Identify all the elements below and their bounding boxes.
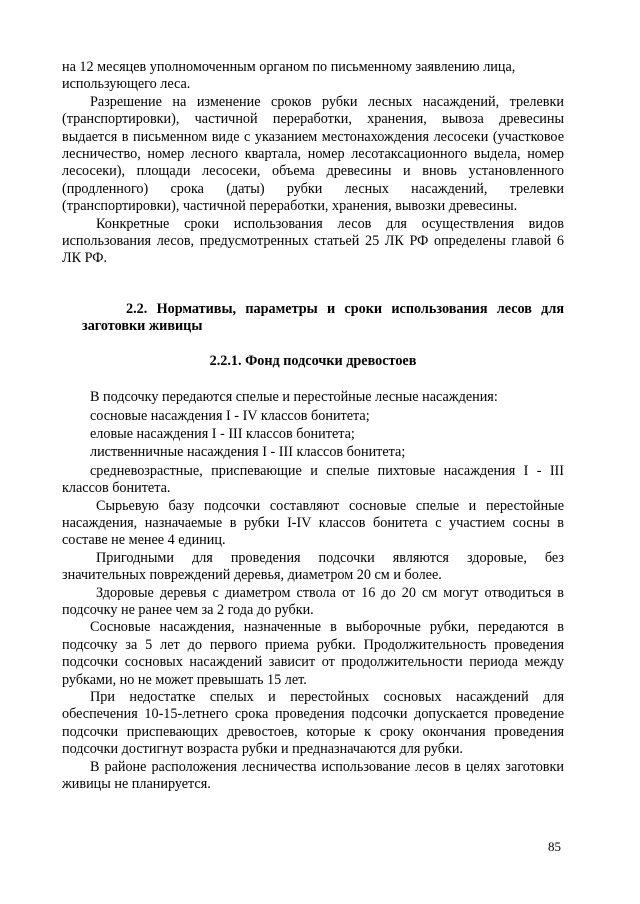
paragraph-specific-terms: Конкретные сроки использования лесов для осуществления видов использования лесов, предусмотренных статьей 25 ЛК РФ определены главой 6 ЛК РФ. bbox=[62, 215, 564, 267]
paragraph-selective-cutting: Сосновые насаждения, назначенные в выборочные рубки, передаются в подсочку за 5 лет до первого приема рубки. Продолжительность проведения подсочки сосновых насаждений зависит от продолжительности периода между рубками, но не может превышать 15 лет. bbox=[62, 619, 564, 688]
list-intro: В подсочку передаются спелые и перестойные лесные насаждения: bbox=[90, 389, 498, 406]
paragraph-shortage: При недостатке спелых и перестойных сосновых насаждений для обеспечения 10-15-летнего срока проведения подсочки допускается проведение подсочки приспевающих древостоев, которые к сроку окончания проведения подсочки достигнут возраста рубки и предназначаются для рубки. bbox=[62, 689, 564, 758]
paragraph-not-planned: В районе расположения лесничества использование лесов в целях заготовки живицы не планируется. bbox=[62, 758, 564, 793]
list-item: лиственничные насаждения I - III классов бонитета; bbox=[90, 444, 406, 461]
page-content bbox=[62, 59, 564, 793]
list-item: средневозрастные, приспевающие и спелые пихтовые насаждения I - III классов бонитета. bbox=[62, 462, 564, 497]
paragraph-permit-change: Разрешение на изменение сроков рубки лесных насаждений, трелевки (транспортировки), частичной переработки, хранения, вывоза древесины выдается в письменном виде с указанием местонахождения лесосеки (участковое лесничество, номер лесного квартала, номер лесотаксационного выдела, номер лесосеки), площади лесосеки, объема древесины и вновь установленного (продленного) срока (даты) рубки лесных насаждений, трелевки (транспортировки), частичной переработки, хранения, вывозки древесины. bbox=[62, 93, 564, 215]
list-item: сосновые насаждения I - IV классов бонитета; bbox=[90, 407, 370, 424]
paragraph-raw-base: Сырьевую базу подсочки составляют сосновые спелые и перестойные насаждения, назначаемые в рубки I-IV классов бонитета с участием сосны в составе не менее 4 единиц. bbox=[62, 497, 564, 549]
paragraph-healthy-trees: Здоровые деревья с диаметром ствола от 16 до 20 см могут отводиться в подсочку не ранее чем за 2 года до рубки. bbox=[62, 584, 564, 618]
subsection-heading: 2.2.1. Фонд подсочки древостоев bbox=[209, 352, 417, 369]
list-item: еловые насаждения I - III классов бонитета; bbox=[90, 425, 355, 442]
section-heading: 2.2. Нормативы, параметры и сроки использования лесов для заготовки живицы bbox=[82, 300, 564, 335]
paragraph-suitable-trees: Пригодными для проведения подсочки являются здоровые, без значительных повреждений деревья, диаметром 20 см и более. bbox=[62, 549, 564, 584]
page-number: 85 bbox=[548, 839, 561, 854]
paragraph-continuation: на 12 месяцев уполномоченным органом по письменному заявлению лица, использующего леса. bbox=[62, 59, 516, 93]
